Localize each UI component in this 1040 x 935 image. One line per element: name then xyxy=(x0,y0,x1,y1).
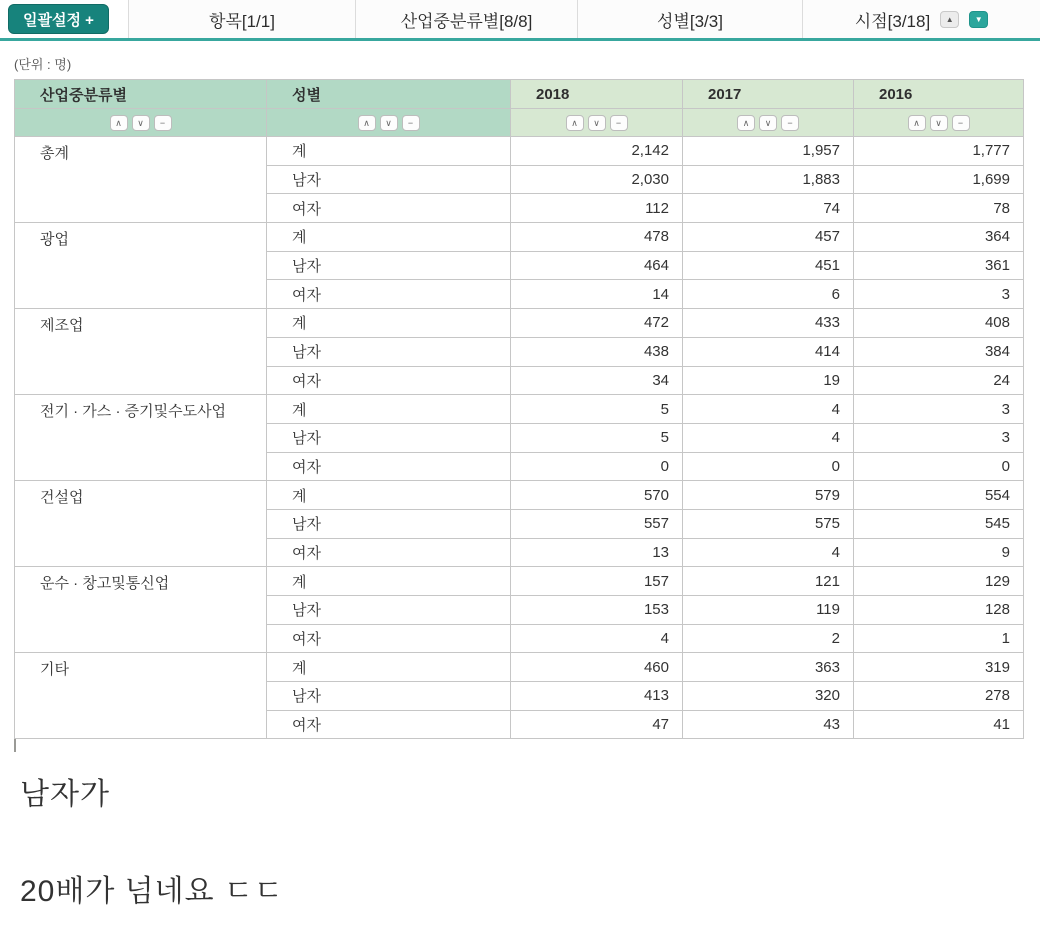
remove-column-icon: − xyxy=(407,118,414,129)
unit-label: (단위 : 명) xyxy=(14,57,72,72)
value-cell-2016: 3 xyxy=(854,280,1024,309)
value-cell-2018: 2,030 xyxy=(511,165,683,194)
gender-cell: 여자 xyxy=(267,452,511,481)
tab-industry-classification[interactable] xyxy=(355,0,577,38)
sort-asc-icon: ∧ xyxy=(115,118,122,129)
gender-cell: 여자 xyxy=(267,710,511,739)
filter-toolbar xyxy=(0,0,1040,41)
value-cell-2018: 4 xyxy=(511,624,683,653)
sort-controls-4 xyxy=(683,109,854,137)
gender-cell: 남자 xyxy=(267,596,511,625)
comment-line-2: 20배가 넘네요 ㄷㄷ xyxy=(20,875,284,909)
value-cell-2017: 121 xyxy=(683,567,854,596)
sort-down-button[interactable] xyxy=(759,115,777,131)
table-row xyxy=(15,223,1024,252)
gender-cell: 계 xyxy=(267,567,511,596)
value-cell-2018: 5 xyxy=(511,395,683,424)
value-cell-2016: 3 xyxy=(854,395,1024,424)
sort-up-button[interactable] xyxy=(358,115,376,131)
remove-column-button[interactable] xyxy=(154,115,172,131)
value-cell-2017: 1,957 xyxy=(683,137,854,166)
value-cell-2018: 153 xyxy=(511,596,683,625)
value-cell-2016: 384 xyxy=(854,337,1024,366)
comment-line-1: 남자가 xyxy=(20,778,110,812)
sort-down-button[interactable] xyxy=(380,115,398,131)
sort-up-button[interactable] xyxy=(737,115,755,131)
value-cell-2018: 472 xyxy=(511,309,683,338)
industry-cell: 운수 · 창고및통신업 xyxy=(15,567,267,653)
remove-column-button[interactable] xyxy=(781,115,799,131)
industry-cell: 총계 xyxy=(15,137,267,223)
column-header-gender: 성별 xyxy=(267,80,511,109)
value-cell-2017: 1,883 xyxy=(683,165,854,194)
sort-controls-1 xyxy=(15,109,267,137)
value-cell-2017: 0 xyxy=(683,452,854,481)
value-cell-2018: 570 xyxy=(511,481,683,510)
gender-cell: 계 xyxy=(267,653,511,682)
value-cell-2016: 361 xyxy=(854,251,1024,280)
value-cell-2016: 129 xyxy=(854,567,1024,596)
triangle-down-icon: ▼ xyxy=(974,14,983,24)
sort-desc-icon: ∨ xyxy=(137,118,144,129)
tab-items[interactable] xyxy=(128,0,355,38)
sort-asc-icon: ∧ xyxy=(742,118,750,129)
remove-column-button[interactable] xyxy=(610,115,628,131)
industry-cell: 전기 · 가스 · 증기및수도사업 xyxy=(15,395,267,481)
gender-cell: 여자 xyxy=(267,366,511,395)
tab-period[interactable] xyxy=(802,0,1040,38)
table-scroll-tick xyxy=(14,739,16,752)
value-cell-2017: 433 xyxy=(683,309,854,338)
gender-cell: 남자 xyxy=(267,682,511,711)
gender-cell: 남자 xyxy=(267,337,511,366)
value-cell-2017: 320 xyxy=(683,682,854,711)
value-cell-2016: 319 xyxy=(854,653,1024,682)
tab-items-label: 항목[1/1] xyxy=(209,11,275,31)
value-cell-2017: 4 xyxy=(683,538,854,567)
value-cell-2018: 438 xyxy=(511,337,683,366)
sort-controls-2 xyxy=(267,109,511,137)
value-cell-2016: 545 xyxy=(854,509,1024,538)
value-cell-2016: 128 xyxy=(854,596,1024,625)
sort-asc-icon: ∧ xyxy=(363,118,370,129)
industry-cell: 기타 xyxy=(15,653,267,739)
sort-up-button[interactable] xyxy=(566,115,584,131)
tab-gender-label: 성별[3/3] xyxy=(657,11,723,31)
value-cell-2018: 13 xyxy=(511,538,683,567)
value-cell-2016: 1,699 xyxy=(854,165,1024,194)
value-cell-2016: 41 xyxy=(854,710,1024,739)
remove-column-icon: − xyxy=(957,118,964,129)
value-cell-2017: 451 xyxy=(683,251,854,280)
table-row xyxy=(15,481,1024,510)
value-cell-2017: 579 xyxy=(683,481,854,510)
gender-cell: 남자 xyxy=(267,251,511,280)
sort-down-button[interactable] xyxy=(132,115,150,131)
sort-down-button[interactable] xyxy=(588,115,606,131)
value-cell-2017: 4 xyxy=(683,395,854,424)
sort-controls-5 xyxy=(854,109,1024,137)
value-cell-2018: 0 xyxy=(511,452,683,481)
table-row xyxy=(15,309,1024,338)
value-cell-2017: 43 xyxy=(683,710,854,739)
value-cell-2017: 6 xyxy=(683,280,854,309)
gender-cell: 남자 xyxy=(267,423,511,452)
value-cell-2018: 464 xyxy=(511,251,683,280)
remove-column-icon: − xyxy=(615,118,622,129)
triangle-up-icon: ▲ xyxy=(945,14,954,24)
sort-down-button[interactable] xyxy=(930,115,948,131)
value-cell-2016: 9 xyxy=(854,538,1024,567)
remove-column-button[interactable] xyxy=(402,115,420,131)
collapse-arrow-button[interactable] xyxy=(940,11,959,28)
sort-desc-icon: ∨ xyxy=(764,118,772,129)
expand-arrow-button[interactable] xyxy=(969,11,988,28)
gender-cell: 여자 xyxy=(267,624,511,653)
value-cell-2016: 364 xyxy=(854,223,1024,252)
gender-cell: 계 xyxy=(267,481,511,510)
gender-cell: 계 xyxy=(267,223,511,252)
value-cell-2017: 19 xyxy=(683,366,854,395)
sort-desc-icon: ∨ xyxy=(593,118,600,129)
value-cell-2016: 0 xyxy=(854,452,1024,481)
remove-column-icon: − xyxy=(159,118,166,129)
gender-cell: 계 xyxy=(267,395,511,424)
value-cell-2016: 3 xyxy=(854,423,1024,452)
sort-controls-row xyxy=(15,109,1024,137)
tab-gender[interactable] xyxy=(577,0,802,38)
value-cell-2018: 112 xyxy=(511,194,683,223)
industry-cell: 제조업 xyxy=(15,309,267,395)
value-cell-2016: 554 xyxy=(854,481,1024,510)
sort-asc-icon: ∧ xyxy=(571,118,578,129)
sort-controls-3 xyxy=(511,109,683,137)
gender-cell: 남자 xyxy=(267,165,511,194)
gender-cell: 남자 xyxy=(267,509,511,538)
column-header-2017: 2017 xyxy=(683,80,854,109)
value-cell-2016: 278 xyxy=(854,682,1024,711)
gender-cell: 여자 xyxy=(267,280,511,309)
value-cell-2017: 74 xyxy=(683,194,854,223)
table-row xyxy=(15,395,1024,424)
value-cell-2016: 408 xyxy=(854,309,1024,338)
sort-up-button[interactable] xyxy=(908,115,926,131)
batch-settings-button[interactable]: 일괄설정 + xyxy=(8,4,109,34)
table-row xyxy=(15,653,1024,682)
value-cell-2017: 457 xyxy=(683,223,854,252)
value-cell-2017: 2 xyxy=(683,624,854,653)
gender-cell: 계 xyxy=(267,309,511,338)
batch-settings-zone xyxy=(0,0,128,38)
column-header-2018: 2018 xyxy=(511,80,683,109)
sort-desc-icon: ∨ xyxy=(385,118,392,129)
value-cell-2017: 575 xyxy=(683,509,854,538)
column-header-industry: 산업중분류별 xyxy=(15,80,267,109)
table-header-row xyxy=(15,80,1024,109)
value-cell-2016: 78 xyxy=(854,194,1024,223)
industry-cell: 건설업 xyxy=(15,481,267,567)
statistics-table xyxy=(14,79,1024,739)
value-cell-2016: 24 xyxy=(854,366,1024,395)
value-cell-2018: 413 xyxy=(511,682,683,711)
value-cell-2018: 557 xyxy=(511,509,683,538)
gender-cell: 계 xyxy=(267,137,511,166)
value-cell-2017: 414 xyxy=(683,337,854,366)
remove-column-button[interactable] xyxy=(952,115,970,131)
gender-cell: 여자 xyxy=(267,194,511,223)
tab-industry-label: 산업중분류별[8/8] xyxy=(400,11,533,31)
table-row xyxy=(15,567,1024,596)
remove-column-icon: − xyxy=(787,118,793,129)
value-cell-2018: 47 xyxy=(511,710,683,739)
value-cell-2016: 1,777 xyxy=(854,137,1024,166)
value-cell-2017: 363 xyxy=(683,653,854,682)
sort-asc-icon: ∧ xyxy=(913,118,920,129)
sort-desc-icon: ∨ xyxy=(935,118,942,129)
column-header-2016: 2016 xyxy=(854,80,1024,109)
value-cell-2017: 4 xyxy=(683,423,854,452)
gender-cell: 여자 xyxy=(267,538,511,567)
value-cell-2018: 478 xyxy=(511,223,683,252)
value-cell-2017: 119 xyxy=(683,596,854,625)
value-cell-2018: 34 xyxy=(511,366,683,395)
sort-up-button[interactable] xyxy=(110,115,128,131)
value-cell-2016: 1 xyxy=(854,624,1024,653)
value-cell-2018: 460 xyxy=(511,653,683,682)
industry-cell: 광업 xyxy=(15,223,267,309)
value-cell-2018: 2,142 xyxy=(511,137,683,166)
table-row xyxy=(15,137,1024,166)
value-cell-2018: 5 xyxy=(511,423,683,452)
value-cell-2018: 14 xyxy=(511,280,683,309)
value-cell-2018: 157 xyxy=(511,567,683,596)
tab-period-label: 시점[3/18] xyxy=(854,11,931,31)
